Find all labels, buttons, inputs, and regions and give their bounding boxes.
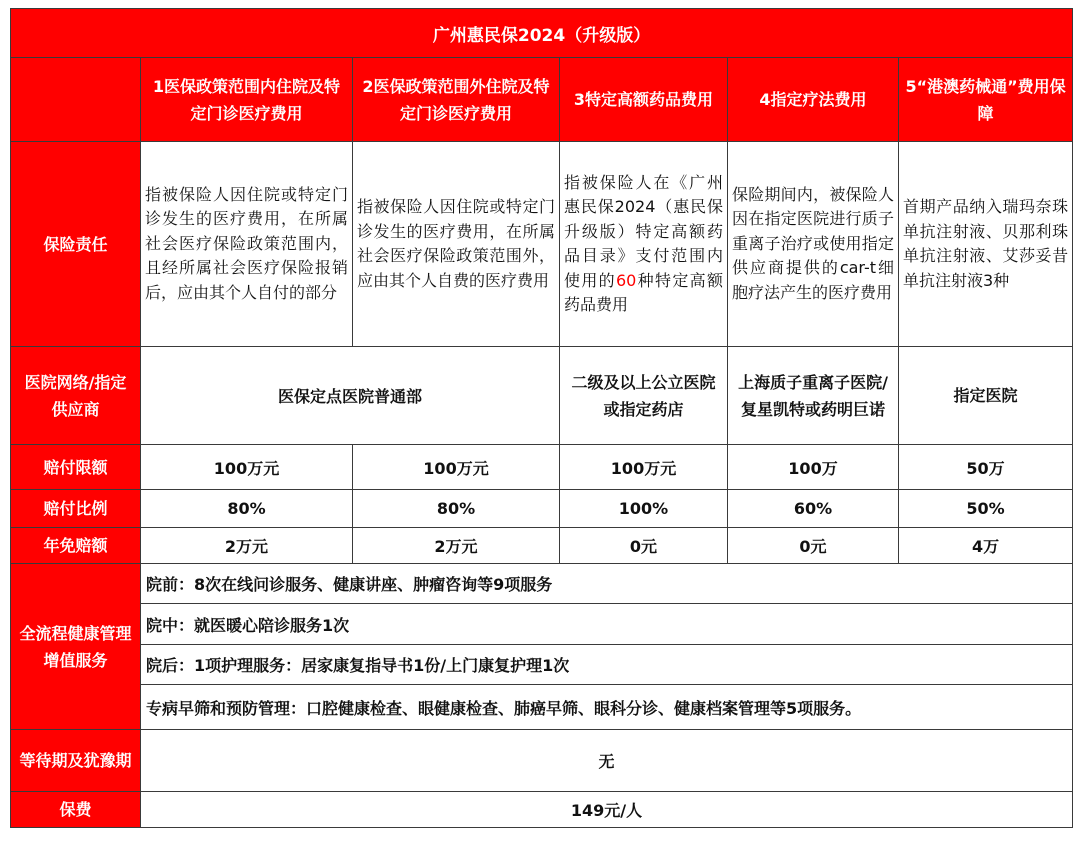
service-item-pre: 院前：8次在线问诊服务、健康讲座、肿瘤咨询等9项服务: [141, 564, 1073, 604]
service-item-post: 院后：1项护理服务：居家康复指导书1份/上门康复护理1次: [141, 645, 1073, 685]
row-label-waiting: 等待期及犹豫期: [11, 730, 141, 792]
network-cell-5: 指定医院: [899, 347, 1073, 445]
deductible-cell-5: 4万: [899, 528, 1073, 564]
services-row-1: [11, 564, 1073, 604]
limit-cell-5: 50万: [899, 445, 1073, 490]
services-row-3: [11, 645, 1073, 685]
ratio-cell-3: 100%: [560, 490, 728, 528]
row-label-premium: 保费: [11, 792, 141, 828]
premium-row: [11, 792, 1073, 828]
ratio-cell-5: 50%: [899, 490, 1073, 528]
premium-cell: 149元/人: [141, 792, 1073, 828]
column-header-1: 1医保政策范围内住院及特定门诊医疗费用: [141, 58, 353, 142]
column-header-5: 5“港澳药械通”费用保障: [899, 58, 1073, 142]
network-cell-3: 二级及以上公立医院或指定药店: [560, 347, 728, 445]
row-label-coverage: 保险责任: [11, 142, 141, 347]
row-label-ratio: 赔付比例: [11, 490, 141, 528]
limit-cell-2: 100万元: [353, 445, 560, 490]
column-header-4: 4指定疗法费用: [728, 58, 899, 142]
column-header-2: 2医保政策范围外住院及特定门诊医疗费用: [353, 58, 560, 142]
ratio-cell-1: 80%: [141, 490, 353, 528]
coverage-cell-2: 指被保险人因住院或特定门诊发生的医疗费用，在所属社会医疗保险政策范围外，应由其个人自费的医疗费用: [353, 142, 560, 347]
deductible-cell-4: 0元: [728, 528, 899, 564]
coverage-cell-1: 指被保险人因住院或特定门诊发生的医疗费用，在所属社会医疗保险政策范围内，且经所属社会医疗保险报销后，应由其个人自付的部分: [141, 142, 353, 347]
coverage-row: [11, 142, 1073, 347]
limit-cell-4: 100万: [728, 445, 899, 490]
network-cell-4: 上海质子重离子医院/复星凯特或药明巨诺: [728, 347, 899, 445]
row-label-deductible: 年免赔额: [11, 528, 141, 564]
waiting-row: [11, 730, 1073, 792]
title-row: [11, 9, 1073, 58]
waiting-cell: 无: [141, 730, 1073, 792]
limit-row: [11, 445, 1073, 490]
column-header-row: [11, 58, 1073, 142]
ratio-row: [11, 490, 1073, 528]
services-row-2: [11, 604, 1073, 645]
network-row: [11, 347, 1073, 445]
coverage-3-highlight: 60: [615, 270, 637, 290]
column-header-3: 3特定高额药品费用: [560, 58, 728, 142]
row-label-services: 全流程健康管理增值服务: [11, 564, 141, 730]
coverage-cell-3: [560, 142, 728, 347]
table-title: 广州惠民保2024（升级版）: [11, 9, 1073, 58]
service-item-during: 院中：就医暖心陪诊服务1次: [141, 604, 1073, 645]
limit-cell-1: 100万元: [141, 445, 353, 490]
coverage-3-text-b: 种特定高额药品费用: [564, 270, 723, 314]
services-row-4: [11, 685, 1073, 730]
network-cell-1-2: 医保定点医院普通部: [141, 347, 560, 445]
service-item-screening: 专病早筛和预防管理：口腔健康检查、眼健康检查、肺癌早筛、眼科分诊、健康档案管理等5项服务。: [141, 685, 1073, 730]
row-label-limit: 赔付限额: [11, 445, 141, 490]
insurance-table: [10, 8, 1073, 828]
deductible-cell-3: 0元: [560, 528, 728, 564]
deductible-cell-1: 2万元: [141, 528, 353, 564]
coverage-cell-4: 保险期间内，被保险人因在指定医院进行质子重离子治疗或使用指定供应商提供的car-t细胞疗法产生的医疗费用: [728, 142, 899, 347]
coverage-3-text-a: 指被保险人在《广州惠民保2024（惠民保升级版）特定高额药品目录》支付范围内使用的: [564, 172, 723, 290]
deductible-cell-2: 2万元: [353, 528, 560, 564]
deductible-row: [11, 528, 1073, 564]
row-label-network: 医院网络/指定供应商: [11, 347, 141, 445]
coverage-cell-5: 首期产品纳入瑞玛奈珠单抗注射液、贝那利珠单抗注射液、艾莎妥昔单抗注射液3种: [899, 142, 1073, 347]
limit-cell-3: 100万元: [560, 445, 728, 490]
corner-cell: [11, 58, 141, 142]
ratio-cell-4: 60%: [728, 490, 899, 528]
ratio-cell-2: 80%: [353, 490, 560, 528]
